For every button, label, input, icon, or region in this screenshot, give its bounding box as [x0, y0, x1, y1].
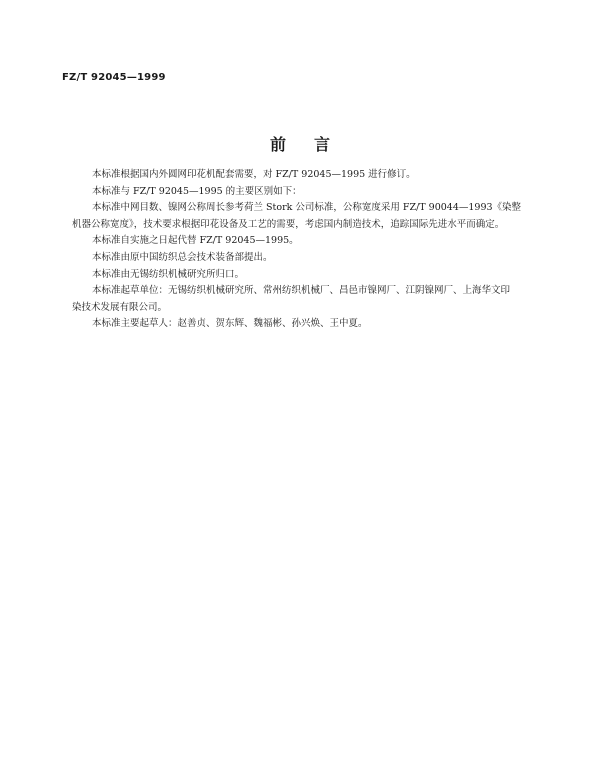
paragraph-differences: 本标准与 FZ/T 92045—1995 的主要区别如下：: [92, 185, 302, 197]
paragraph-proposed-by: 本标准由原中国纺织总会技术装备部提出。: [92, 251, 273, 263]
paragraph-drafting-units: 本标准起草单位：无锡纺织机械研究所、常州纺织机械厂、昌邑市镍网厂、江阴镍网厂、上海华文印: [92, 285, 511, 297]
paragraph-drafters: 本标准主要起草人：赵善贞、贺东辉、魏福彬、孙兴焕、王中夏。: [92, 318, 368, 330]
paragraph-mesh-standard-cont: 机器公称宽度》，技术要求根据印花设备及工艺的需要，考虑国内制造技术，追踪国际先进水平而确定。: [72, 218, 505, 230]
paragraph-replaces: 本标准自实施之日起代替 FZ/T 92045—1995。: [92, 235, 299, 247]
paragraph-centralized-by: 本标准由无锡纺织机械研究所归口。: [92, 268, 245, 280]
paragraph-drafting-units-cont: 染技术发展有限公司。: [72, 301, 168, 313]
paragraph-revision: 本标准根据国内外圆网印花机配套需要，对 FZ/T 92045—1995 进行修订。: [92, 169, 416, 180]
document-code: FZ/T 92045—1999: [62, 72, 166, 83]
foreword-body: [72, 167, 547, 333]
foreword-title: 前言: [269, 135, 358, 154]
paragraph-mesh-standard: 本标准中网目数、镍网公称周长参考荷兰 Stork 公司标准，公称宽度采用 FZ/T 90044—1993《染整: [92, 202, 522, 214]
